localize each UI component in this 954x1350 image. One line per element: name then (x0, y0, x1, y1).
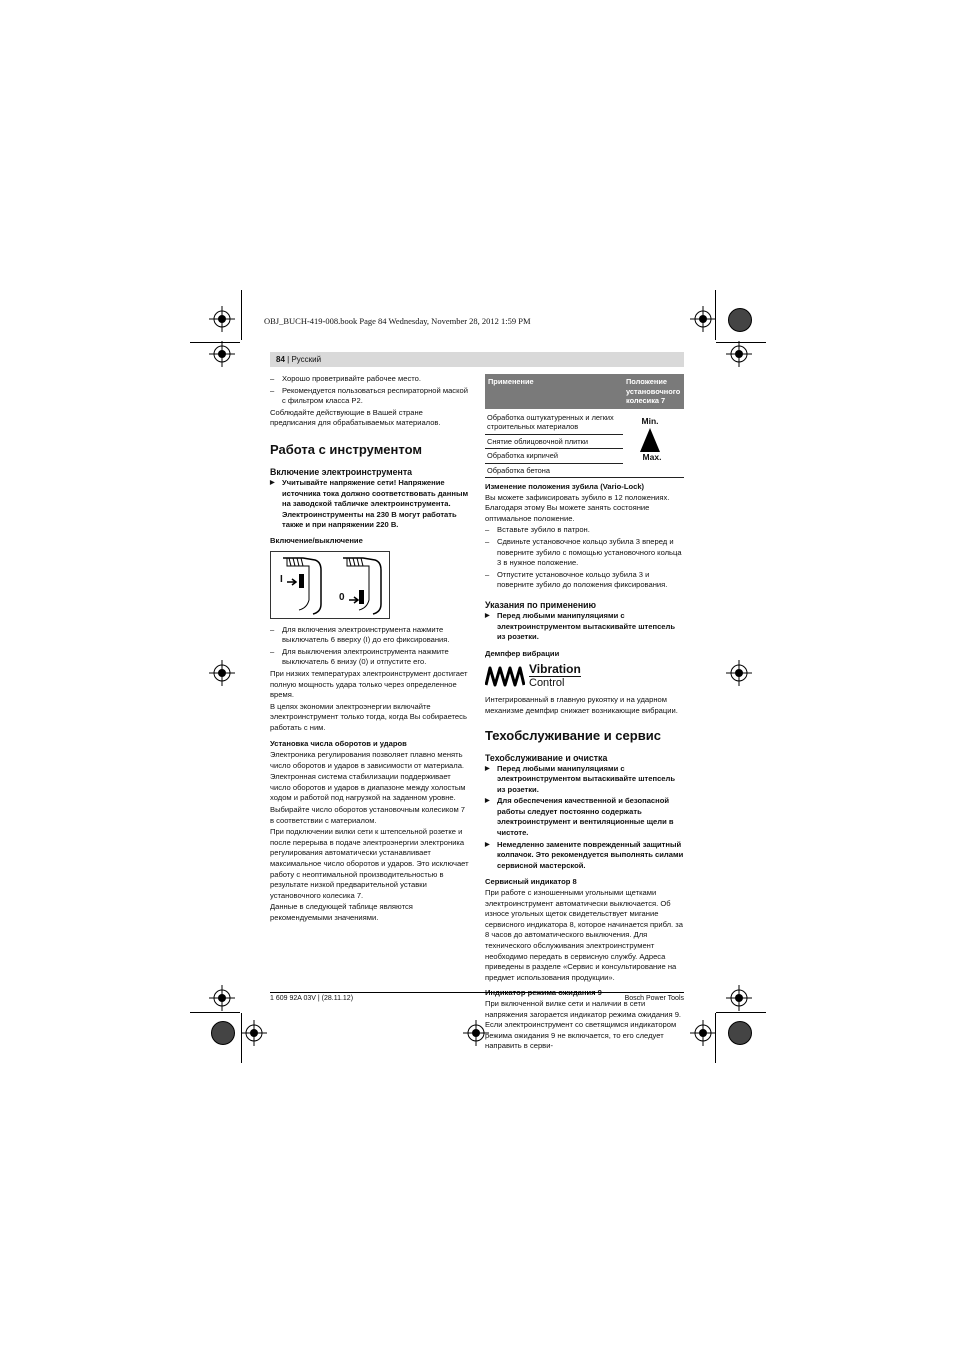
header-language: Русский (291, 355, 322, 364)
paragraph: При подключении вилки сети к штепсельной розетке и после перерыва в подаче электроэнергии электроника регулирования автоматически устанавливает максимальное число оборотов и ударов. Это исключает работу с неоптимальной производительностью в результате низкой предварительной уставки установочного колесика 7. (270, 827, 469, 900)
switch-figure (270, 551, 390, 619)
registration-mark-icon (209, 341, 235, 367)
table-cell: Обработка кирпичей (485, 449, 623, 464)
registration-mark-icon (726, 341, 752, 367)
list-item: – Хорошо проветривайте рабочее место. (270, 374, 469, 385)
paragraph: Вы можете зафиксировать зубило в 12 положениях. Благодаря этому Вы можете занять состояние оптимальное положение. (485, 492, 670, 523)
footer-doc-code: 1 609 92A 03V | (28.11.12) (270, 995, 354, 1002)
color-target-icon (728, 308, 752, 332)
list-item: – Для включения электроинструмента нажмите выключатель 6 вверху (I) до его фиксирования. (270, 625, 469, 646)
crop-mark (715, 1013, 716, 1063)
vibration-wave-icon (485, 665, 525, 687)
paragraph: Выбирайте число оборотов установочным колесиком 7 в соответствии с материалом. (270, 805, 466, 825)
paragraph: Интегрированный в главную рукоятку и на ударном механизме демпфир снижает возникающие вибрации. (485, 695, 678, 715)
paragraph: Электроника регулирования позволяет плавно менять число оборотов и ударов в зависимости от материала. (270, 750, 465, 770)
subheading: Включение/выключение (270, 535, 363, 545)
warning-item: ▶ Немедленно замените поврежденный защитный колпачок. Это рекомендуется выполнять силами сервисной мастерской. (485, 840, 684, 872)
section-title: Работа с инструментом (270, 441, 422, 457)
registration-mark-icon (209, 660, 235, 686)
registration-mark-icon (690, 1020, 716, 1046)
warning-item: ▶ Для обеспечения качественной и безопасной работы следует постоянно содержать электроинструмент и вентиляционные щели в чистоте. (485, 796, 684, 838)
list-item: – Вставьте зубило в патрон. (485, 525, 684, 536)
registration-mark-icon (241, 1020, 267, 1046)
subheading: Демпфер вибрации (485, 648, 560, 658)
warning-item: ▶ Учитывайте напряжение сети! Напряжение источника тока должно соответствовать данным на заводской табличке электроинструмента. Электроинструменты на 230 В могут работать также и при напряжении 220 В. (270, 478, 469, 531)
table-cell: Обработка оштукатуренных и легких строительных материалов (485, 409, 623, 435)
list-item: – Сдвиньте установочное кольцо зубила 3 вперед и поверните зубило с помощью установочного кольца 3 в нужное положение. (485, 537, 684, 569)
control-word: Control (529, 677, 565, 690)
footer-brand: Bosch Power Tools (624, 995, 684, 1002)
footer-rule (270, 992, 684, 993)
crop-mark (241, 1013, 242, 1063)
paragraph: Соблюдайте действующие в Вашей стране предписания для обрабатываемых материалов. (270, 407, 441, 428)
switch-on-label: I (280, 573, 283, 585)
page-number: 84 (276, 355, 285, 364)
crop-mark (715, 290, 716, 340)
paragraph: При работе с изношенными угольными щетками электроинструмент автоматически выключается. Об износе угольных щеток свидетельствует мигание сервисного индикатора 8, которое начинается прибл. за 8 часов до автоматического выключения. Для технического обслуживания электроинструмент необходимо передать в сервисную службу. Адреса приведены в разделе «Сервис и консультирование на предмет использования продукции». (485, 888, 683, 982)
subheading: Изменение положения зубила (Vario-Lock) (485, 482, 645, 491)
application-table-wrap (485, 374, 684, 478)
min-label: Min. (641, 416, 659, 426)
page-header-bar (270, 352, 684, 367)
paragraph: При низких температурах электроинструмент достигает полную мощность удара только через определенное время. (270, 668, 468, 700)
color-target-icon (728, 1021, 752, 1045)
table-cell: Снятие облицовочной плитки (485, 434, 623, 449)
color-target-icon (211, 1021, 235, 1045)
registration-mark-icon (209, 985, 235, 1011)
table-header: Положение установочного колесика 7 (623, 374, 684, 409)
switch-off-label: 0 (339, 591, 345, 603)
section-title: Техобслуживание и сервис (485, 727, 661, 743)
table-cell: Обработка бетона (485, 463, 623, 478)
right-column (485, 374, 684, 1053)
vibration-word: Vibration (529, 662, 581, 677)
paragraph: Электронная система стабилизации поддерживает число оборотов и ударов в диапазоне между холостым ходом и работой под нагрузкой на заданном уровне. (270, 772, 466, 803)
page-header: 84 | Русский (276, 355, 322, 364)
crop-mark (716, 1012, 766, 1013)
left-column (270, 374, 469, 925)
increase-triangle-icon (640, 428, 660, 452)
subsection-title: Указания по применению (485, 599, 597, 610)
list-item: – Рекомендуется пользоваться респираторной маской с фильтром класса Р2. (270, 386, 469, 407)
vibration-control-logo (485, 663, 684, 689)
crop-mark (190, 1012, 240, 1013)
paragraph: Данные в следующей таблице являются рекомендуемыми значениями. (270, 902, 413, 922)
paragraph: При включенной вилке сети и наличии в сети напряжения загорается индикатор режима ожидания 9. Если электроинструмент со светящимся индикатором режима ожидания 9 не включается, то его следует направить в серви- (485, 998, 682, 1051)
crop-mark (190, 342, 240, 343)
warning-item: ▶ Перед любыми манипуляциями с электроинструментом вытаскивайте штепсель из розетки. (485, 611, 684, 643)
registration-mark-icon (726, 985, 752, 1011)
registration-mark-icon (690, 306, 716, 332)
registration-mark-icon (726, 660, 752, 686)
table-header: Применение (485, 374, 623, 409)
list-item: – Отпустите установочное кольцо зубила 3 и поверните зубило до положения фиксирования. (485, 570, 684, 591)
warning-item: ▶ Перед любыми манипуляциями с электроинструментом вытаскивайте штепсель из розетки. (485, 764, 684, 796)
subsection-title: Включение электроинструмента (270, 466, 413, 477)
paragraph: В целях экономии электроэнергии включайте электроинструмент только тогда, когда Вы собираетесь работать с ним. (270, 701, 467, 732)
switch-illustration-icon (271, 552, 389, 618)
registration-mark-icon (209, 306, 235, 332)
crop-mark (716, 342, 766, 343)
crop-mark (241, 290, 242, 340)
list-item: – Для выключения электроинструмента нажмите выключатель 6 внизу (0) и отпустите его. (270, 647, 469, 668)
subheading: Сервисный индикатор 8 (485, 877, 577, 887)
subheading: Установка числа оборотов и ударов (270, 739, 407, 749)
max-label: Max. (642, 452, 662, 462)
subsection-title: Техобслуживание и очистка (485, 752, 608, 763)
print-info: OBJ_BUCH-419-008.book Page 84 Wednesday, November 28, 2012 1:59 PM (264, 316, 531, 326)
